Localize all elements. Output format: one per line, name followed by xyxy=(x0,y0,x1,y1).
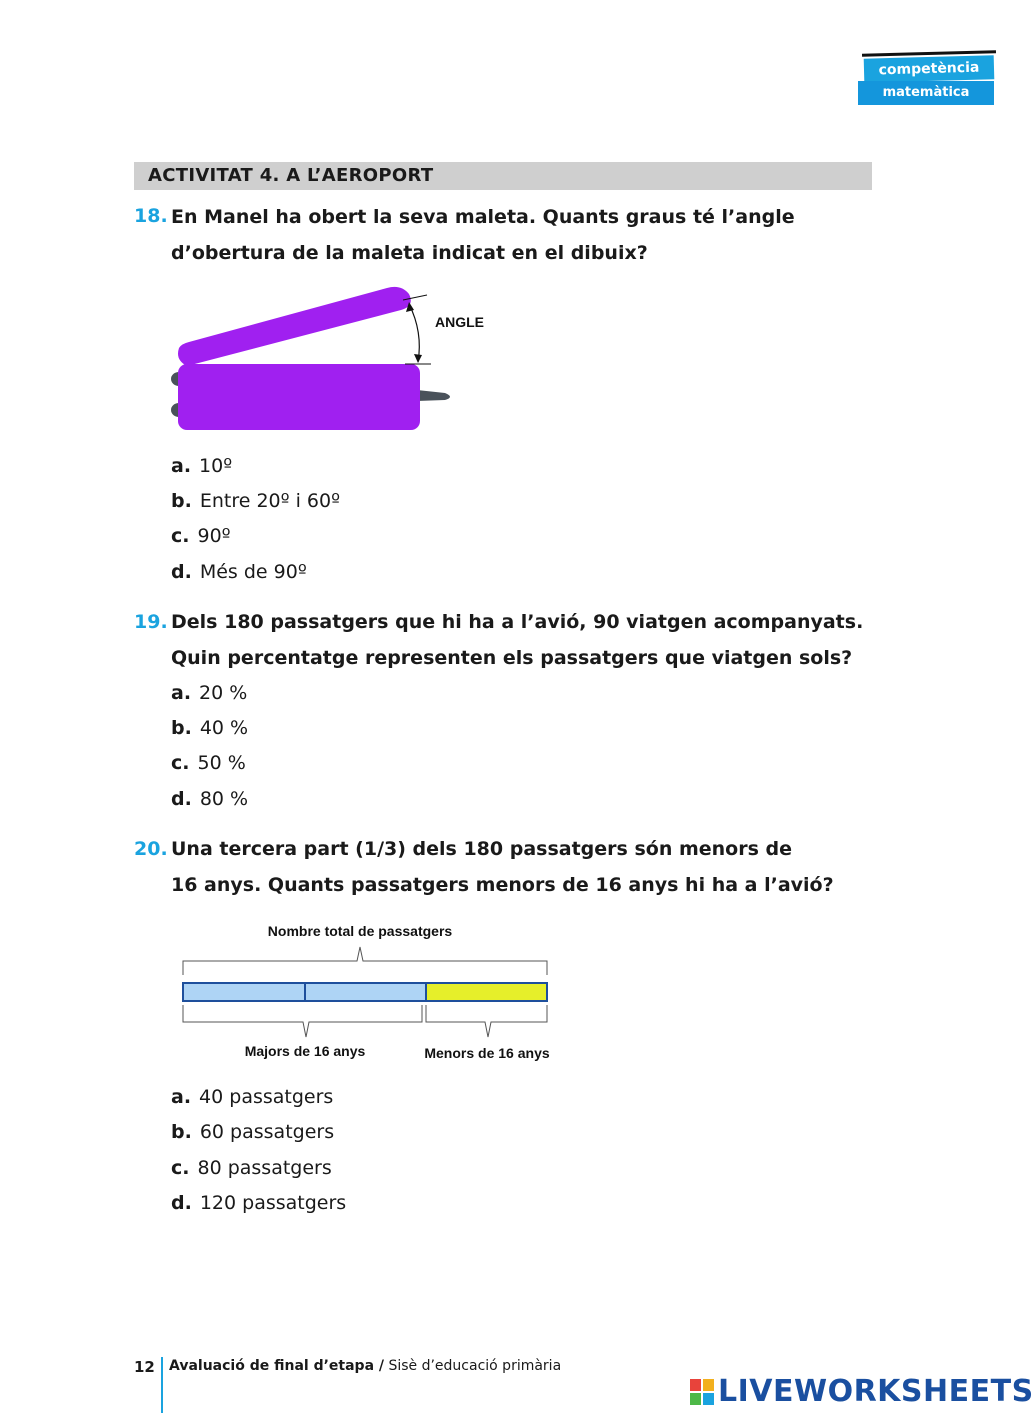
competence-badge: competència xyxy=(864,55,995,82)
answer-option[interactable] xyxy=(171,752,246,774)
option-letter: d. xyxy=(171,1192,192,1214)
option-letter: b. xyxy=(171,1121,192,1143)
bar-segment-majors xyxy=(305,983,426,1001)
answer-option[interactable] xyxy=(171,788,248,810)
answer-option[interactable] xyxy=(171,1157,332,1179)
arrow-head xyxy=(414,354,422,363)
option-letter: a. xyxy=(171,682,192,704)
suitcase-handle xyxy=(417,390,450,401)
option-letter: b. xyxy=(171,717,192,739)
option-text: 50 % xyxy=(197,752,246,774)
option-letter: d. xyxy=(171,561,192,583)
option-text: 40 % xyxy=(199,717,249,739)
suitcase-body xyxy=(178,364,420,430)
question-line: Una tercera part (1/3) dels 180 passatgers són menors de xyxy=(171,838,793,860)
angle-arc xyxy=(409,304,419,362)
question-line: 16 anys. Quants passatgers menors de 16 anys hi ha a l’avió? xyxy=(171,874,834,896)
question-line: d’obertura de la maleta indicat en el dibuix? xyxy=(171,242,648,264)
option-text: 40 passatgers xyxy=(199,1086,334,1108)
question-number: 18. xyxy=(134,205,168,227)
question-line: Quin percentatge representen els passatgers que viatgen sols? xyxy=(171,647,853,669)
liveworksheets-logo[interactable] xyxy=(690,1374,1034,1409)
option-text: Entre 20º i 60º xyxy=(199,490,341,512)
bar-segment-majors xyxy=(183,983,305,1001)
suitcase-figure xyxy=(165,280,505,440)
option-text: 80 % xyxy=(199,788,249,810)
logo-wordmark: LIVEWORKSHEETS xyxy=(718,1374,1034,1409)
option-letter: d. xyxy=(171,788,192,810)
question-number: 20. xyxy=(134,838,168,860)
menors-brace xyxy=(426,1005,547,1037)
option-letter: c. xyxy=(171,752,190,774)
subject-badge: matemàtica xyxy=(858,81,994,105)
answer-option[interactable] xyxy=(171,682,247,704)
total-label: Nombre total de passatgers xyxy=(267,923,453,939)
menors-label: Menors de 16 anys xyxy=(424,1045,550,1061)
suitcase-lid xyxy=(178,287,411,366)
section-title: ACTIVITAT 4. A L’AEROPORT xyxy=(148,165,434,186)
answer-option[interactable] xyxy=(171,1192,346,1214)
footer-divider xyxy=(161,1357,163,1413)
question-line: En Manel ha obert la seva maleta. Quants graus té l’angle xyxy=(171,206,795,228)
answer-option[interactable] xyxy=(171,717,248,739)
option-text: 80 passatgers xyxy=(197,1157,332,1179)
majors-label: Majors de 16 anys xyxy=(244,1043,366,1059)
total-brace xyxy=(183,947,547,975)
logo-mark-icon xyxy=(690,1379,714,1405)
option-text: 60 passatgers xyxy=(199,1121,335,1143)
option-text: 20 % xyxy=(199,682,248,704)
answer-option[interactable] xyxy=(171,561,307,583)
footer-text xyxy=(169,1358,561,1374)
question-text xyxy=(171,831,834,903)
option-letter: c. xyxy=(171,525,190,547)
option-text: 90º xyxy=(197,525,231,547)
answer-option[interactable] xyxy=(171,490,340,512)
answer-option[interactable] xyxy=(171,455,232,477)
answer-option[interactable] xyxy=(171,1086,333,1108)
angle-label: ANGLE xyxy=(435,314,484,330)
option-letter: a. xyxy=(171,1086,192,1108)
question-text xyxy=(171,604,863,676)
option-text: Més de 90º xyxy=(199,561,307,583)
bar-model-diagram xyxy=(175,915,575,1070)
bar-segment-menors xyxy=(426,983,547,1001)
question-text xyxy=(171,199,795,271)
answer-option[interactable] xyxy=(171,1121,334,1143)
option-letter: c. xyxy=(171,1157,190,1179)
page-number: 12 xyxy=(134,1358,155,1376)
answer-option[interactable] xyxy=(171,525,231,547)
option-text: 10º xyxy=(199,455,233,477)
option-text: 120 passatgers xyxy=(199,1192,347,1214)
question-line: Dels 180 passatgers que hi ha a l’avió, 90 viatgen acompanyats. xyxy=(171,611,864,633)
option-letter: b. xyxy=(171,490,192,512)
question-number: 19. xyxy=(134,611,168,633)
option-letter: a. xyxy=(171,455,192,477)
footer-subtitle: Sisè d’educació primària xyxy=(388,1358,562,1374)
majors-brace xyxy=(183,1005,422,1037)
footer-title: Avaluació de final d’etapa / xyxy=(169,1358,384,1374)
